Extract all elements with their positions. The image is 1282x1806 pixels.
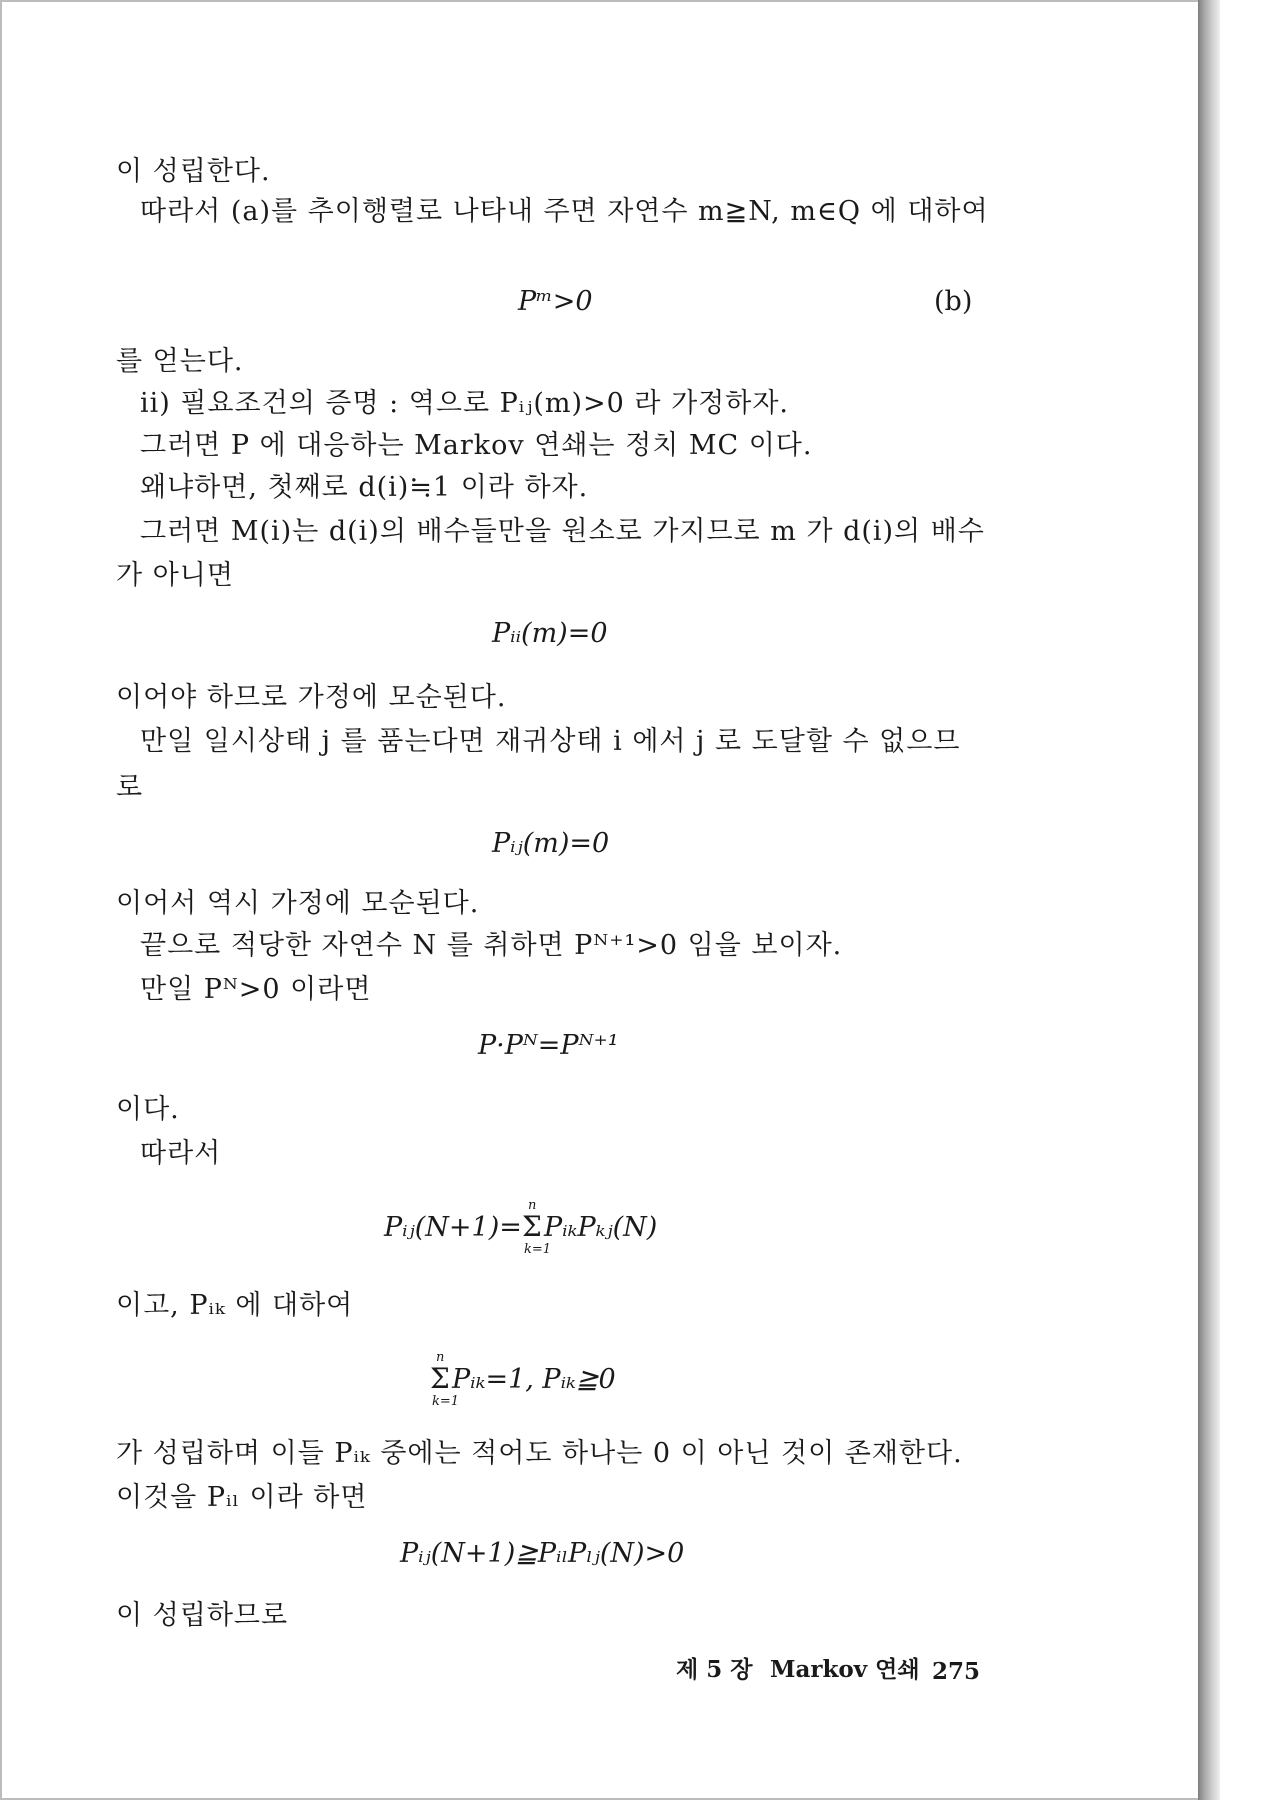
page-number: 275 (932, 1658, 981, 1685)
equation-normalization (430, 1350, 670, 1414)
text-line: 이고, Pᵢₖ 에 대하여 (116, 1290, 354, 1321)
equation-sum (384, 1198, 704, 1262)
text-line: 이 성립하므로 (116, 1600, 289, 1631)
text-line: 만일 일시상태 j 를 품는다면 재귀상태 i 에서 j 로 도달할 수 없으므 (140, 726, 961, 757)
text-line: 를 얻는다. (116, 346, 244, 377)
page-edge (1198, 0, 1220, 1800)
text-line: 그러면 M(i)는 d(i)의 배수들만을 원소로 가지므로 m 가 d(i)의 배수 (140, 516, 985, 547)
text-line: 이 성립한다. (116, 156, 271, 187)
footer-chapter: 제 5 장 (676, 1656, 753, 1683)
text-line: 이어서 역시 가정에 모순된다. (116, 888, 480, 919)
equation-pii: Pᵢᵢ(m)=0 (492, 618, 608, 649)
text-line: 로 (116, 772, 144, 803)
text-line: 가 아니면 (116, 560, 234, 591)
sigma-symbol: Σ (522, 1210, 542, 1243)
sum-lower-limit: k=1 (524, 1242, 552, 1257)
equation-label: (b) (934, 286, 973, 317)
sum-lower-limit: k=1 (432, 1394, 460, 1409)
equation-final: Pᵢⱼ(N+1)≧PᵢₗPₗⱼ(N)>0 (400, 1538, 685, 1569)
text-line: 이다. (116, 1094, 180, 1125)
sum-upper-limit: n (436, 1350, 445, 1365)
text-line: 이어야 하므로 가정에 모순된다. (116, 682, 507, 713)
text-line: 왜냐하면, 첫째로 d(i)≒1 이라 하자. (140, 472, 589, 503)
equation-b: Pᵐ>0 (518, 286, 593, 317)
text-line: 가 성립하며 이들 Pᵢₖ 중에는 적어도 하나는 0 이 아닌 것이 존재한다. (116, 1438, 963, 1469)
sum-upper-limit: n (528, 1198, 537, 1213)
text-line: 그러면 P 에 대응하는 Markov 연쇄는 정치 MC 이다. (140, 430, 813, 461)
page-margin (1220, 0, 1282, 1806)
text-line: ii) 필요조건의 증명 : 역으로 Pᵢⱼ(m)>0 라 가정하자. (140, 388, 789, 419)
equation-sum-rhs: PᵢₖPₖⱼ(N) (544, 1212, 658, 1243)
text-line: 따라서 (a)를 추이행렬로 나타내 주면 자연수 m≧N, m∈Q 에 대하여 (140, 196, 989, 227)
equation-pij: Pᵢⱼ(m)=0 (492, 828, 610, 859)
footer-title: Markov 연쇄 (770, 1656, 920, 1683)
text-line: 따라서 (140, 1138, 222, 1169)
equation-sum-lhs: Pᵢⱼ(N+1)= (384, 1212, 522, 1243)
sigma-symbol: Σ (430, 1362, 450, 1395)
text-line: 만일 Pᴺ>0 이라면 (140, 974, 372, 1005)
equation-norm-rhs: Pᵢₖ=1, Pᵢₖ≧0 (452, 1364, 616, 1395)
equation-pn: P·Pᴺ=Pᴺ⁺¹ (478, 1030, 619, 1061)
text-line: 끝으로 적당한 자연수 N 를 취하면 Pᴺ⁺¹>0 임을 보이자. (140, 930, 843, 961)
text-line: 이것을 Pᵢₗ 이라 하면 (116, 1482, 368, 1513)
